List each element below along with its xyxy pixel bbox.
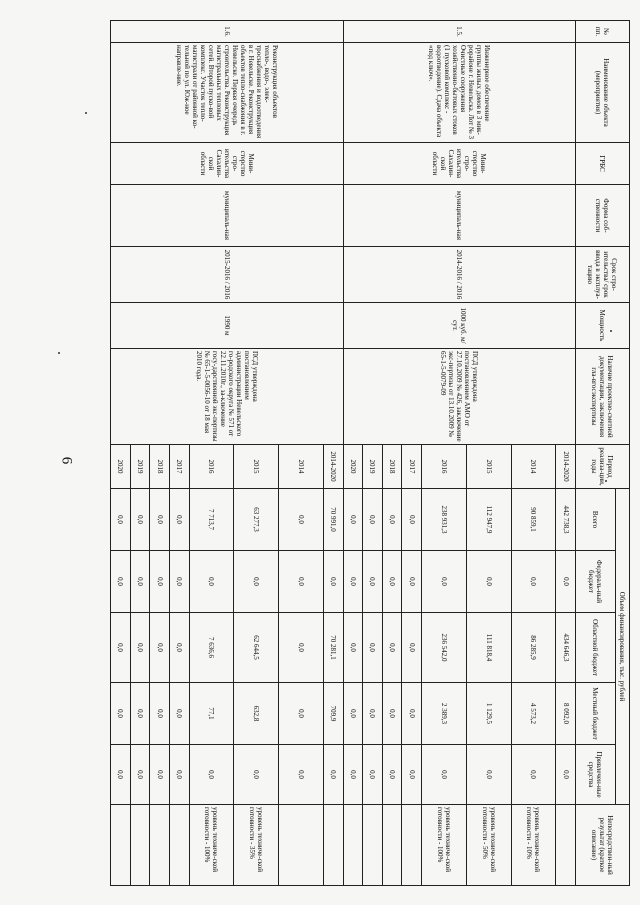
cell-attracted: 0,0 bbox=[421, 745, 466, 805]
cell-attracted: 0,0 bbox=[511, 745, 556, 805]
cell-period: 2017 bbox=[169, 445, 189, 489]
cell-period: 2018 bbox=[150, 445, 170, 489]
table-head bbox=[576, 21, 630, 886]
cell-federal: 0,0 bbox=[111, 551, 131, 613]
cell-total: 112 947,9 bbox=[466, 489, 511, 551]
cell-local: 0,0 bbox=[279, 683, 324, 745]
cell-local: 2 389,3 bbox=[421, 683, 466, 745]
cell-total: 0,0 bbox=[363, 489, 383, 551]
cell-period: 2019 bbox=[363, 445, 383, 489]
cell-federal: 0,0 bbox=[150, 551, 170, 613]
cell-psd: ПСД утверждена постановлением АМО от 27.10.2009 № 426, заключение экс-пертизы от 13.10.2009 № 65-1-5-0079-09 bbox=[343, 349, 575, 445]
header-ownership: Форма соб-ственности bbox=[576, 185, 630, 247]
cell-attracted: 0,0 bbox=[189, 745, 234, 805]
cell-federal: 0,0 bbox=[402, 551, 422, 613]
cell-local: 1 129,5 bbox=[466, 683, 511, 745]
cell-federal: 0,0 bbox=[234, 551, 279, 613]
cell-local: 0,0 bbox=[402, 683, 422, 745]
cell-regional: 0,0 bbox=[169, 613, 189, 683]
cell-attracted: 0,0 bbox=[150, 745, 170, 805]
cell-total: 0,0 bbox=[402, 489, 422, 551]
cell-total: 0,0 bbox=[130, 489, 150, 551]
cell-result: уровень техниче-ской готовности - 100% bbox=[421, 805, 466, 886]
cell-attracted: 0,0 bbox=[111, 745, 131, 805]
cell-capacity: 1990 м bbox=[111, 303, 344, 349]
cell-total: 0,0 bbox=[150, 489, 170, 551]
cell-federal: 0,0 bbox=[421, 551, 466, 613]
cell-attracted: 0,0 bbox=[556, 745, 576, 805]
cell-regional: 0,0 bbox=[150, 613, 170, 683]
cell-total: 90 859,1 bbox=[511, 489, 556, 551]
cell-period: 2014-2020 bbox=[324, 445, 344, 489]
cell-result bbox=[169, 805, 189, 886]
cell-regional: 0,0 bbox=[130, 613, 150, 683]
header-result: Непосредствен-ный результат (краткое описание) bbox=[576, 805, 630, 886]
cell-local: 0,0 bbox=[169, 683, 189, 745]
cell-result bbox=[279, 805, 324, 886]
cell-total: 0,0 bbox=[382, 489, 402, 551]
cell-local: 0,0 bbox=[150, 683, 170, 745]
cell-result: уровень техниче-ской готовности - 35% bbox=[234, 805, 279, 886]
header-num: № пп. bbox=[576, 21, 630, 43]
cell-result bbox=[150, 805, 170, 886]
cell-total: 63 277,3 bbox=[234, 489, 279, 551]
cell-total: 238 931,3 bbox=[421, 489, 466, 551]
header-total: Всего bbox=[576, 489, 616, 551]
cell-total: 7 713,7 bbox=[189, 489, 234, 551]
cell-regional: 0,0 bbox=[382, 613, 402, 683]
cell-total: 0,0 bbox=[279, 489, 324, 551]
cell-result bbox=[402, 805, 422, 886]
cell-result bbox=[382, 805, 402, 886]
header-regional: Областной бюджет bbox=[576, 613, 616, 683]
cell-capacity: 1000 куб. м/сут. bbox=[343, 303, 575, 349]
header-capacity: Мощность bbox=[576, 303, 630, 349]
cell-object-name: Реконструкция объектов тепло-, водо-, элек-троснабжения и водоотведения в г. Невельске. Реконструкция объектов тепло-снабжения в г. Невельске. Первая очередь строительства. Реконструкция магистральных тепловых сетей. Второй пуско-вой комплекс. Участок тепло-магистрали от районной ко-тельной по ул. Юж-ное направле-ние. bbox=[111, 43, 344, 143]
cell-attracted: 0,0 bbox=[343, 745, 363, 805]
cell-num: 1.6. bbox=[111, 21, 344, 43]
table-body bbox=[111, 21, 576, 886]
cell-attracted: 0,0 bbox=[382, 745, 402, 805]
cell-regional: 7 636,6 bbox=[189, 613, 234, 683]
header-name: Наименование объекта (мероприятия) bbox=[576, 43, 630, 143]
cell-regional: 62 644,5 bbox=[234, 613, 279, 683]
header-term: Срок стро-ительства/ срок ввода в эксплуа-тацию bbox=[576, 247, 630, 303]
header-psd: Наличие проектно-сметной документации, заключения гла-вгосэкспертизы bbox=[576, 349, 630, 445]
cell-local: 77,1 bbox=[189, 683, 234, 745]
cell-psd: ПСД утверждена постановлением администрации Невельского го-родского округа № 571 от 22.11.2010г., за-ключение госу-дарственной экс-пертизы № 65-1-5-0056-10 от 18 мая 2010 года. bbox=[111, 349, 344, 445]
cell-period: 2020 bbox=[343, 445, 363, 489]
cell-period: 2014 bbox=[279, 445, 324, 489]
cell-result bbox=[556, 805, 576, 886]
cell-period: 2016 bbox=[189, 445, 234, 489]
scan-speck bbox=[85, 112, 87, 114]
cell-ownership: муниципаль-ная bbox=[111, 185, 344, 247]
cell-federal: 0,0 bbox=[343, 551, 363, 613]
cell-federal: 0,0 bbox=[511, 551, 556, 613]
cell-attracted: 0,0 bbox=[466, 745, 511, 805]
cell-local: 4 573,2 bbox=[511, 683, 556, 745]
table-row bbox=[324, 21, 344, 886]
cell-period: 2015 bbox=[466, 445, 511, 489]
cell-regional: 236 542,0 bbox=[421, 613, 466, 683]
cell-ownership: муниципаль-ная bbox=[343, 185, 575, 247]
cell-local: 0,0 bbox=[111, 683, 131, 745]
cell-period: 2019 bbox=[130, 445, 150, 489]
cell-regional: 0,0 bbox=[402, 613, 422, 683]
header-attracted: Привлечен-ные средства bbox=[576, 745, 616, 805]
cell-attracted: 0,0 bbox=[169, 745, 189, 805]
cell-object-name: Инженерное обеспечение группы жилых домов в 3 мик-рорайоне г. Невельска. Лот № 3 Очистные сооружения хозяйственно-бытовых стоков (1 пусковой комплекс - водоотведение). Сдача объекта «под ключ». bbox=[343, 43, 575, 143]
cell-federal: 0,0 bbox=[466, 551, 511, 613]
cell-result: уровень техниче-ской готовности - 50% bbox=[466, 805, 511, 886]
cell-regional: 111 818,4 bbox=[466, 613, 511, 683]
cell-period: 2018 bbox=[382, 445, 402, 489]
cell-period: 2020 bbox=[111, 445, 131, 489]
cell-result: уровень техниче-ской готовности - 100% bbox=[189, 805, 234, 886]
cell-period: 2014 bbox=[511, 445, 556, 489]
cell-federal: 0,0 bbox=[363, 551, 383, 613]
cell-grbs: Мини-стерство стро-ительства Сахалин-ской области bbox=[343, 143, 575, 185]
cell-attracted: 0,0 bbox=[279, 745, 324, 805]
cell-federal: 0,0 bbox=[556, 551, 576, 613]
table-row bbox=[556, 21, 576, 886]
cell-total: 0,0 bbox=[111, 489, 131, 551]
cell-result bbox=[343, 805, 363, 886]
cell-regional: 70 281,1 bbox=[324, 613, 344, 683]
funding-table bbox=[110, 20, 630, 886]
cell-local: 709,9 bbox=[324, 683, 344, 745]
cell-regional: 0,0 bbox=[279, 613, 324, 683]
scan-speck bbox=[58, 352, 60, 354]
cell-total: 0,0 bbox=[169, 489, 189, 551]
header-federal: Федераль-ный бюджет bbox=[576, 551, 616, 613]
cell-result bbox=[130, 805, 150, 886]
cell-total: 0,0 bbox=[343, 489, 363, 551]
cell-local: 8 092,0 bbox=[556, 683, 576, 745]
cell-result: уровень техниче-ской готовности - 10% bbox=[511, 805, 556, 886]
cell-period: 2015 bbox=[234, 445, 279, 489]
cell-term: 2014-2016 / 2016 bbox=[343, 247, 575, 303]
cell-grbs: Мини-стерство стро-ительства Сахалин-ской области bbox=[111, 143, 344, 185]
page-number: 6 bbox=[58, 456, 75, 465]
header-grbs: ГРБС bbox=[576, 143, 630, 185]
cell-result bbox=[363, 805, 383, 886]
cell-period: 2017 bbox=[402, 445, 422, 489]
cell-regional: 0,0 bbox=[111, 613, 131, 683]
cell-total: 70 991,0 bbox=[324, 489, 344, 551]
rotated-sheet bbox=[100, 0, 640, 905]
cell-attracted: 0,0 bbox=[234, 745, 279, 805]
cell-local: 0,0 bbox=[343, 683, 363, 745]
cell-federal: 0,0 bbox=[189, 551, 234, 613]
header-local: Местный бюджет bbox=[576, 683, 616, 745]
cell-num: 1.5. bbox=[343, 21, 575, 43]
cell-regional: 0,0 bbox=[343, 613, 363, 683]
cell-federal: 0,0 bbox=[279, 551, 324, 613]
cell-local: 0,0 bbox=[382, 683, 402, 745]
header-funding: Объем финансирования, тыс. рублей bbox=[616, 489, 630, 805]
cell-attracted: 0,0 bbox=[130, 745, 150, 805]
cell-regional: 86 285,9 bbox=[511, 613, 556, 683]
cell-period: 2016 bbox=[421, 445, 466, 489]
cell-attracted: 0,0 bbox=[402, 745, 422, 805]
cell-regional: 434 646,3 bbox=[556, 613, 576, 683]
cell-local: 632,8 bbox=[234, 683, 279, 745]
cell-period: 2014-2020 bbox=[556, 445, 576, 489]
cell-federal: 0,0 bbox=[130, 551, 150, 613]
cell-regional: 0,0 bbox=[363, 613, 383, 683]
cell-total: 442 738,3 bbox=[556, 489, 576, 551]
cell-term: 2015-2016 / 2016 bbox=[111, 247, 344, 303]
cell-federal: 0,0 bbox=[382, 551, 402, 613]
cell-local: 0,0 bbox=[130, 683, 150, 745]
header-period: Период реализа-ции, годы bbox=[576, 445, 630, 489]
cell-attracted: 0,0 bbox=[324, 745, 344, 805]
cell-federal: 0,0 bbox=[169, 551, 189, 613]
cell-local: 0,0 bbox=[363, 683, 383, 745]
cell-result bbox=[324, 805, 344, 886]
cell-result bbox=[111, 805, 131, 886]
cell-attracted: 0,0 bbox=[363, 745, 383, 805]
cell-federal: 0,0 bbox=[324, 551, 344, 613]
